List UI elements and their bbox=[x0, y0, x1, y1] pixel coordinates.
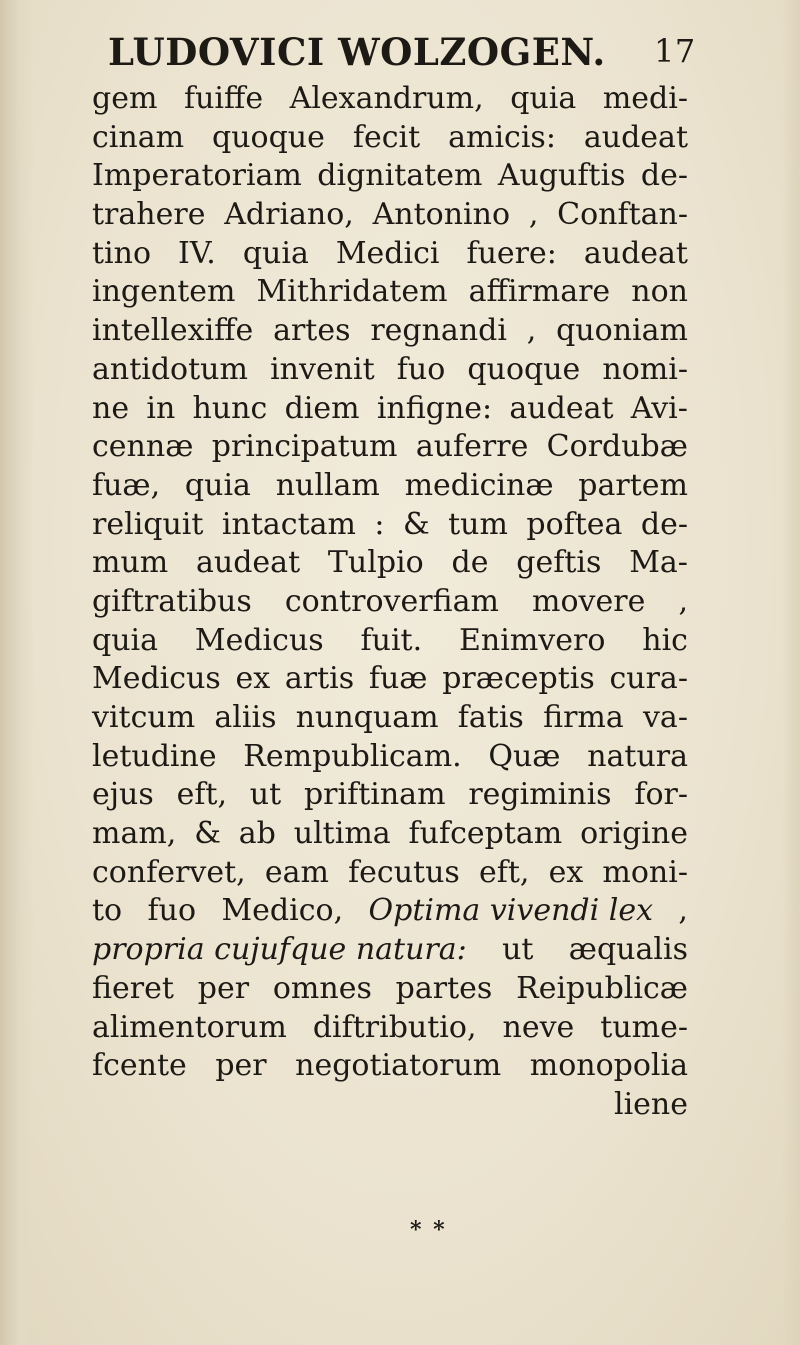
word: ut bbox=[249, 777, 282, 813]
word: letudine bbox=[92, 738, 217, 774]
word: controverfiam bbox=[284, 583, 499, 619]
word: medi- bbox=[602, 81, 688, 116]
word: eam bbox=[264, 854, 329, 890]
word: natura bbox=[587, 738, 688, 774]
word: reliquit bbox=[92, 506, 204, 542]
text-line bbox=[92, 854, 688, 893]
word: fatis bbox=[457, 700, 524, 735]
word: poftea bbox=[526, 506, 623, 542]
word: fecutus bbox=[348, 854, 460, 890]
text-line bbox=[92, 892, 688, 931]
word: fuæ, bbox=[92, 467, 161, 503]
text-line bbox=[92, 390, 688, 429]
word: hunc bbox=[192, 390, 268, 426]
word: de- bbox=[640, 158, 688, 194]
word: Avi- bbox=[630, 390, 688, 426]
word: fuo bbox=[396, 351, 446, 387]
word: medicinæ bbox=[404, 467, 554, 503]
word: per bbox=[197, 970, 250, 1006]
text-line bbox=[92, 428, 688, 467]
word: fuo bbox=[147, 893, 197, 929]
word: hic bbox=[642, 622, 688, 658]
word: ingentem bbox=[92, 274, 236, 310]
word: & bbox=[402, 506, 430, 542]
word: Tulpio bbox=[327, 545, 424, 581]
word: propria cujufque natura: bbox=[92, 932, 467, 968]
word: vitcum bbox=[92, 700, 196, 735]
word: ex bbox=[235, 661, 271, 697]
text-line bbox=[92, 622, 688, 661]
text-line bbox=[92, 196, 688, 235]
word: Rempublicam. bbox=[243, 738, 462, 774]
word: tino bbox=[92, 235, 152, 271]
page-edge bbox=[782, 0, 800, 1345]
word: ejus bbox=[92, 777, 154, 813]
word: tume- bbox=[600, 1009, 688, 1045]
word: regnandi bbox=[370, 313, 507, 349]
text-line bbox=[92, 738, 688, 777]
word: , bbox=[678, 583, 688, 619]
text-line bbox=[92, 1047, 688, 1086]
word: de bbox=[451, 545, 489, 581]
text-line bbox=[92, 544, 688, 583]
word: : bbox=[374, 506, 385, 542]
word: quia bbox=[242, 235, 309, 271]
word: monopolia bbox=[529, 1048, 688, 1084]
word: ut bbox=[502, 932, 534, 968]
word: IV. bbox=[178, 235, 216, 271]
word: Medico, bbox=[221, 893, 344, 929]
word: to bbox=[92, 893, 123, 929]
word: æqualis bbox=[568, 932, 688, 968]
word: confervet, bbox=[92, 854, 246, 890]
word: invenit bbox=[270, 351, 375, 387]
word: omnes bbox=[272, 970, 372, 1006]
text-line bbox=[92, 80, 688, 119]
word: quia bbox=[510, 81, 577, 116]
word: fuæ bbox=[368, 661, 428, 697]
word: geftis bbox=[516, 545, 602, 581]
word: mum bbox=[92, 545, 169, 581]
word: nunquam bbox=[295, 700, 439, 735]
word: in bbox=[146, 390, 176, 426]
word: Enimvero bbox=[459, 622, 606, 658]
text-line bbox=[92, 351, 688, 390]
word: amicis: bbox=[448, 119, 556, 155]
word: quia bbox=[184, 467, 251, 503]
word: negotiatorum bbox=[295, 1048, 502, 1084]
text-line bbox=[92, 931, 688, 970]
text-line bbox=[92, 1009, 688, 1048]
text-line bbox=[92, 235, 688, 274]
word: origine bbox=[580, 816, 688, 852]
word: regiminis bbox=[468, 777, 612, 813]
gutter-shadow bbox=[0, 0, 34, 1345]
word: for- bbox=[634, 777, 688, 813]
word: Optima vivendi lex bbox=[368, 893, 654, 929]
word: trahere bbox=[92, 197, 206, 233]
word: præceptis bbox=[442, 661, 595, 697]
signature-mark: * * bbox=[410, 1217, 447, 1243]
word: diftributio, bbox=[312, 1009, 477, 1045]
text-line bbox=[92, 506, 688, 545]
word: firma bbox=[543, 700, 624, 735]
word: diem bbox=[284, 390, 360, 426]
word: nomi- bbox=[602, 351, 688, 387]
word: dignitatem bbox=[317, 158, 483, 194]
word: fufceptam bbox=[408, 816, 563, 852]
word: Adriano, bbox=[224, 197, 354, 233]
word: tum bbox=[448, 506, 508, 542]
word: ultima bbox=[293, 816, 391, 852]
word: moni- bbox=[602, 854, 688, 890]
word: antidotum bbox=[92, 351, 248, 387]
word: gem bbox=[92, 81, 158, 116]
word: ex bbox=[548, 854, 584, 890]
word: , bbox=[528, 197, 539, 233]
word: affirmare bbox=[468, 274, 611, 310]
page-number: 17 bbox=[654, 32, 696, 70]
text-line bbox=[92, 157, 688, 196]
word: fuiffe bbox=[183, 81, 264, 116]
word: ne bbox=[92, 390, 130, 426]
word: Ma- bbox=[629, 545, 688, 581]
text-line bbox=[92, 699, 688, 738]
word: non bbox=[631, 274, 688, 310]
word: Cordubæ bbox=[546, 429, 688, 465]
word: fcente bbox=[92, 1048, 187, 1084]
running-header bbox=[108, 30, 696, 78]
text-line bbox=[92, 970, 688, 1009]
word: cura- bbox=[609, 661, 688, 697]
word: Reipublicæ bbox=[516, 970, 688, 1006]
word: Medicus bbox=[194, 622, 324, 658]
word: fecit bbox=[352, 119, 421, 155]
word: Medicus bbox=[92, 661, 221, 697]
word: mam, bbox=[92, 816, 177, 852]
word: priftinam bbox=[303, 777, 446, 813]
word: artis bbox=[284, 661, 355, 697]
word: ab bbox=[238, 816, 276, 852]
body-text bbox=[92, 80, 688, 1125]
word: quoniam bbox=[556, 313, 688, 349]
word: Auguftis bbox=[497, 158, 626, 194]
word: per bbox=[215, 1048, 267, 1084]
word: cennæ bbox=[92, 429, 194, 465]
word: & bbox=[194, 816, 221, 852]
word: eft, bbox=[176, 777, 228, 813]
word: intellexiffe bbox=[92, 313, 254, 349]
word: Imperatoriam bbox=[92, 158, 302, 194]
word: quoque bbox=[467, 351, 581, 387]
word: partem bbox=[578, 467, 688, 503]
text-line bbox=[92, 273, 688, 312]
word: giftratibus bbox=[92, 583, 252, 619]
catchword: liene bbox=[613, 1086, 688, 1122]
word: alimentorum bbox=[92, 1009, 287, 1045]
text-line bbox=[92, 660, 688, 699]
word: movere bbox=[532, 583, 646, 619]
word: quia bbox=[92, 622, 159, 658]
word: Alexandrum, bbox=[289, 81, 484, 116]
text-line bbox=[92, 583, 688, 622]
word: cinam bbox=[92, 119, 185, 155]
text-line bbox=[92, 467, 688, 506]
word: , bbox=[678, 893, 688, 929]
text-line bbox=[92, 312, 688, 351]
word: fieret bbox=[92, 970, 174, 1006]
word: va- bbox=[642, 700, 688, 735]
text-line bbox=[92, 815, 688, 854]
text-line bbox=[92, 119, 688, 158]
word: fuit. bbox=[360, 622, 423, 658]
word: nullam bbox=[275, 467, 380, 503]
word: de- bbox=[640, 506, 688, 542]
word: Mithridatem bbox=[256, 274, 448, 310]
catchword-line bbox=[92, 1086, 688, 1125]
running-title: LUDOVICI WOLZOGEN. bbox=[108, 30, 606, 74]
word: infigne: bbox=[376, 390, 493, 426]
word: artes bbox=[273, 313, 351, 349]
word: Quæ bbox=[488, 738, 561, 774]
word: aliis bbox=[214, 700, 277, 735]
word: Antonino bbox=[372, 197, 511, 233]
word: principatum bbox=[211, 429, 398, 465]
word: partes bbox=[395, 970, 493, 1006]
word: intactam bbox=[221, 506, 356, 542]
word: Conftan- bbox=[557, 197, 688, 233]
word: auferre bbox=[415, 429, 529, 465]
word: eft, bbox=[478, 854, 530, 890]
word: audeat bbox=[196, 545, 301, 581]
word: audeat bbox=[583, 235, 688, 271]
word: Medici bbox=[335, 235, 440, 271]
word: quoque bbox=[212, 119, 325, 155]
word: neve bbox=[502, 1009, 575, 1045]
word: fuere: bbox=[466, 235, 557, 271]
word: , bbox=[526, 313, 537, 349]
word: audeat bbox=[509, 390, 614, 426]
text-line bbox=[92, 776, 688, 815]
word: audeat bbox=[583, 119, 688, 155]
